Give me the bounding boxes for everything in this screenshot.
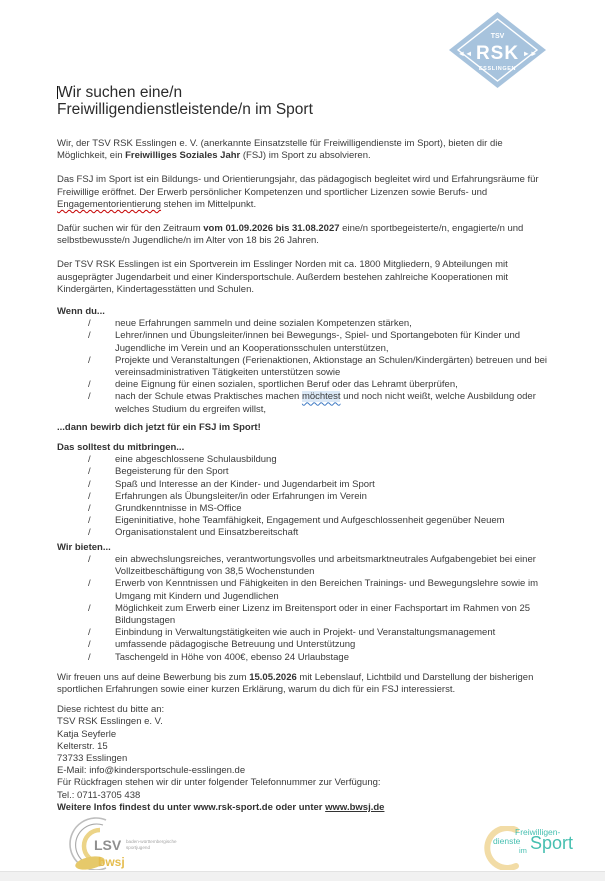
page-bottom-strip (0, 871, 605, 881)
more-info-line: Weitere Infos findest du unter www.rsk-sport.de oder unter www.bwsj.de (57, 801, 385, 813)
list-item: / Erfahrungen als Übungsleiter/in oder Erfahrungen im Verein (57, 491, 551, 503)
bullet-marker: / (88, 639, 91, 651)
title-line-1: Wir suchen eine/n (58, 84, 183, 101)
phone-intro: Für Rückfragen stehen wir dir unter folgender Telefonnummer zur Verfügung: (57, 777, 381, 789)
fds-logo-line1: Freiwilligen- (515, 827, 561, 837)
list-item: / Erwerb von Kenntnissen und Fähigkeiten in den Bereichen Trainings- und Bewegungslehre sowie im Umgang mit Kindern und Jugendlichen (57, 578, 551, 602)
freiwilligendienste-sport-logo (474, 826, 600, 870)
lsv-logo-text: LSV (94, 837, 122, 853)
rsk-logo-arrows-right: ►► (522, 49, 538, 58)
list-bieten (57, 554, 551, 664)
contact-email: E-Mail: info@kindersportschule-esslingen.de (57, 765, 246, 777)
bullet-marker: / (88, 379, 91, 391)
spellcheck-word: Engagementorientierung (57, 198, 162, 210)
bullet-marker: / (88, 651, 91, 663)
list-item: / Einbindung in Verwaltungstätigkeiten wie auch in Projekt- und Veranstaltungsmanagement (57, 627, 551, 639)
bwsj-link[interactable]: www.bwsj.de (325, 801, 385, 813)
lsv-logo-subtext-2: sportjugend (126, 845, 151, 850)
bullet-marker: / (88, 318, 91, 330)
bullet-marker: / (88, 454, 91, 466)
paragraph-bewerbung: Wir freuen uns auf deine Bewerbung bis zum 15.05.2026 mit Lebenslauf, Lichtbild und Darstellung der bisherigen sportlichen Erfahrungen sowie einer kurzen Erklärung, warum du dich für ein FSJ interessierst. (57, 671, 534, 695)
phone-block (57, 777, 551, 801)
bullet-marker: / (88, 602, 91, 614)
paragraph-zeitraum: Dafür suchen wir für den Zeitraum vom 01.09.2026 bis 31.08.2027 eine/n sportbegeisterte/n, engagierte/n und selbstbewusste/n Jugendliche/n im Alter von 18 bis 26 Jahren. (57, 223, 524, 247)
list-item: / Projekte und Veranstaltungen (Ferienaktionen, Aktionstage an Schulen/Kindergärten) betreuen und bei vereinsadministrativen Tätigkeiten unterstützen sowie (57, 355, 551, 379)
bwsj-logo-text: bwsj (98, 855, 125, 869)
lsv-swirl-icon (40, 816, 200, 870)
contact-org: TSV RSK Esslingen e. V. (57, 716, 163, 728)
list-item: / Möglichkeit zum Erwerb einer Lizenz im Breitensport oder in einer Fachsportart im Rahmen von 25 Bildungstagen (57, 603, 551, 627)
fds-logo-line4: Sport (530, 833, 574, 853)
list-item: / eine abgeschlossene Schulausbildung (57, 454, 551, 466)
bullet-marker: / (88, 466, 91, 478)
title-line-2: Freiwilligendienstleistende/n im Sport (57, 101, 313, 118)
contact-block (57, 704, 551, 777)
heading-bieten: Wir bieten... (57, 541, 111, 553)
rsk-logo-tsv: TSV (490, 33, 505, 40)
bullet-marker: / (88, 330, 91, 342)
fds-logo-line2: dienste (493, 836, 521, 846)
list-item: / Begeisterung für den Sport (57, 466, 551, 478)
list-item: / Organisationstalent und Einsatzbereitschaft (57, 527, 551, 539)
list-wenn-du (57, 318, 551, 416)
paragraph-verein: Der TSV RSK Esslingen ist ein Sportverein im Esslinger Norden mit ca. 1800 Mitgliedern, 9 Abteilungen mit ausgeprägter Jugendarbeit und einer Kindersportschule. Außerdem bestehen zahlreiche Kooperationen mit Kindergärten, Kindertagesstätten und Schulen. (57, 259, 509, 295)
contact-street: Kelterstr. 15 (57, 740, 108, 752)
list-item: / Grundkenntnisse in MS-Office (57, 503, 551, 515)
list-item: / neue Erfahrungen sammeln und deine sozialen Kompetenzen stärken, (57, 318, 551, 330)
paragraph-intro: Wir, der TSV RSK Esslingen e. V. (anerkannte Einsatzstelle für Freiwilligendienste im Sport), bieten dir die Möglichkeit, ein Freiwilliges Soziales Jahr (FSJ) im Sport zu absolvieren. (57, 138, 503, 162)
rsk-logo-city: ESSLINGEN (478, 66, 517, 72)
list-item: / Lehrer/innen und Übungsleiter/innen bei Bewegungs-, Spiel- und Sportangeboten für Kinder und Jugendliche im Verein und an Kooperationsschulen unterstützen, (57, 330, 551, 354)
fds-logo-line3: im (519, 846, 527, 855)
bullet-marker: / (88, 627, 91, 639)
heading-mitbringen: Das solltest du mitbringen... (57, 442, 185, 454)
bullet-marker: / (88, 527, 91, 539)
list-item: / ein abwechslungsreiches, verantwortungsvolles und arbeitsmarktneutrales Aufgabengebiet bei einer Vollzeitbeschäftigung von 38,5 Wochenstunden (57, 554, 551, 578)
call-to-action: ...dann bewirb dich jetzt für ein FSJ im Sport! (57, 421, 261, 433)
grammar-check-word: möchtest (301, 391, 341, 403)
list-item: / Taschengeld in Höhe von 400€, ebenso 24 Urlaubstage (57, 652, 551, 664)
bullet-marker: / (88, 578, 91, 590)
bullet-marker: / (88, 553, 91, 565)
bullet-marker: / (88, 391, 91, 403)
list-item: / Spaß und Interesse an der Kinder- und Jugendarbeit im Sport (57, 479, 551, 491)
lsv-logo-subtext-1: baden-württembergische (126, 839, 177, 844)
bullet-marker: / (88, 354, 91, 366)
bullet-marker: / (88, 490, 91, 502)
paragraph-fsj-description: Das FSJ im Sport ist ein Bildungs- und Orientierungsjahr, das pädagogisch begleitet wird und Erfahrungsräume für Freiwillige eröffnet. Der Erwerb persönlicher Kompetenzen und sportlicher Lizenzen sowie Berufs- und Engagementorientierung stehen im Mittelpunkt. (57, 174, 539, 210)
list-item: / Eigeninitiative, hohe Teamfähigkeit, Engagement und Aufgeschlossenheit gegenüber Neuem (57, 515, 551, 527)
list-item: / nach der Schule etwas Praktisches machen möchtest und noch nicht weißt, welche Ausbildung oder welches Studium du ergreifen willst, (57, 391, 551, 415)
contact-city: 73733 Esslingen (57, 752, 128, 764)
phone-number: Tel.: 0711-3705 438 (57, 789, 141, 801)
rsk-logo-arrows-left: ◄◄ (457, 49, 473, 58)
bullet-marker: / (88, 515, 91, 527)
lsv-bwsj-logo (40, 816, 200, 870)
document-body (57, 0, 551, 814)
contact-person: Katja Seyferle (57, 728, 117, 740)
list-item: / umfassende pädagogische Betreuung und Unterstützung (57, 639, 551, 651)
bullet-marker: / (88, 503, 91, 515)
heading-wenn-du: Wenn du... (57, 306, 105, 318)
rsk-logo-name: RSK (475, 43, 520, 64)
list-item: / deine Eignung für einen sozialen, sportlichen Beruf oder das Lehramt überprüfen, (57, 379, 551, 391)
page-title (57, 84, 551, 118)
contact-intro: Diese richtest du bitte an: (57, 704, 165, 716)
bullet-marker: / (88, 478, 91, 490)
list-mitbringen (57, 454, 551, 539)
